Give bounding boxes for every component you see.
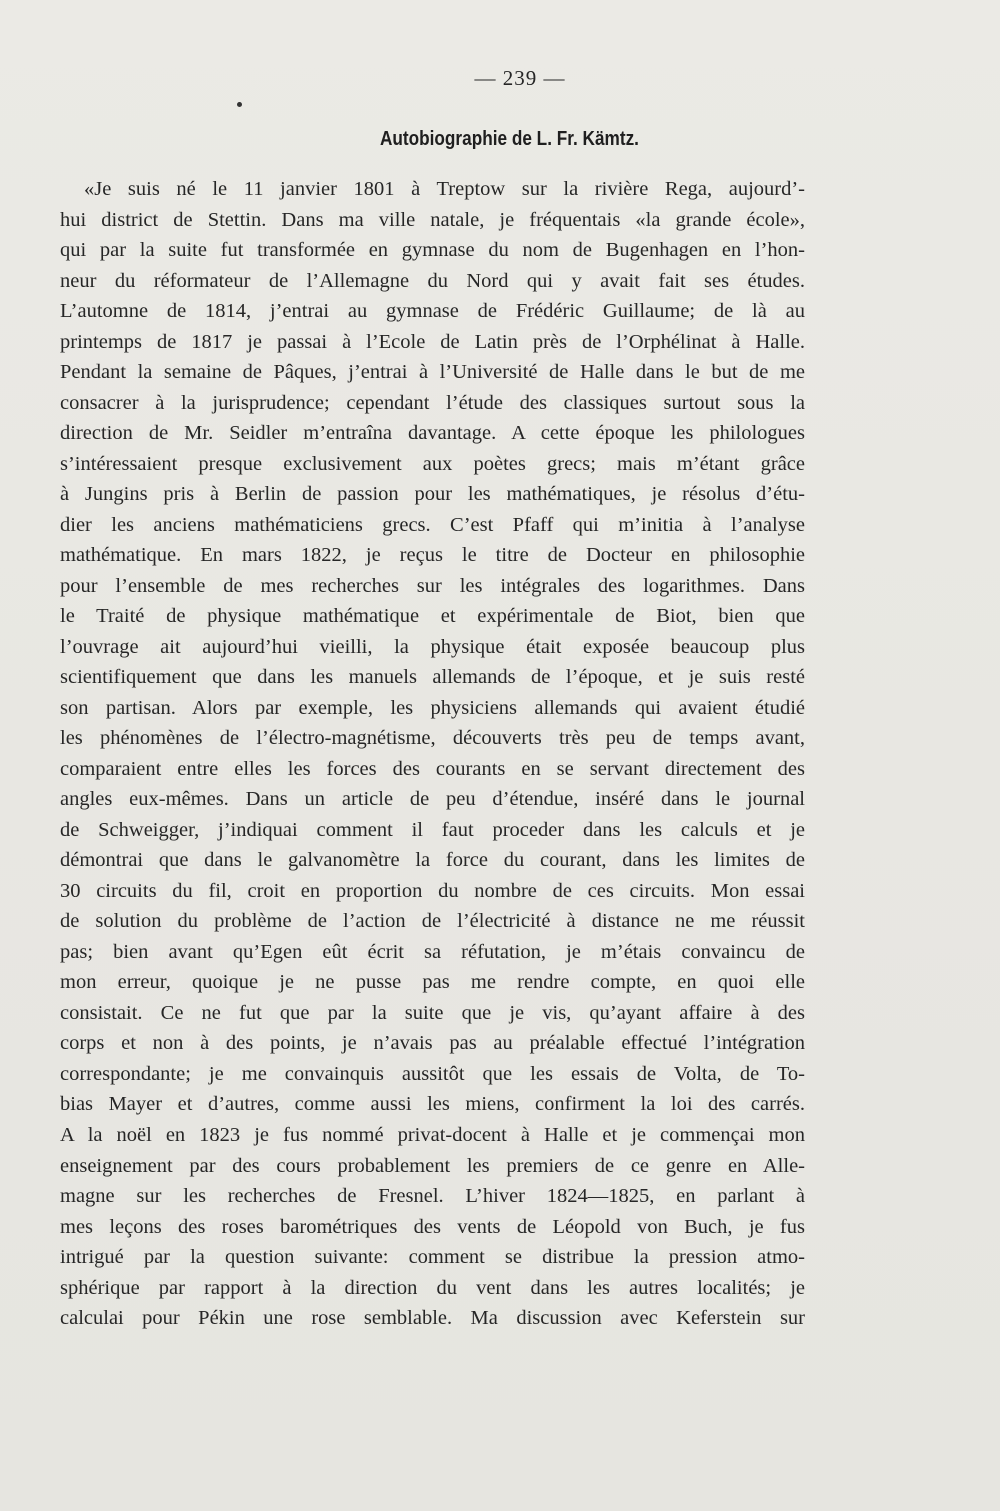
- text-line: à Jungins pris à Berlin de passion pour les mathématiques, je résolus d’étu-: [60, 483, 805, 506]
- text-line: A la noël en 1823 je fus nommé privat-docent à Halle et je commençai mon: [60, 1123, 805, 1146]
- text-line: direction de Mr. Seidler m’entraîna davantage. A cette époque les philologues: [60, 422, 805, 445]
- text-line: pas; bien avant qu’Egen eût écrit sa réfutation, je m’étais convaincu de: [60, 940, 805, 963]
- text-line: Pendant la semaine de Pâques, j’entrai à l’Université de Halle dans le but de me: [60, 361, 805, 384]
- page-title: Autobiographie de L. Fr. Kämtz.: [379, 128, 639, 150]
- text-line: angles eux-mêmes. Dans un article de peu d’étendue, inséré dans le journal: [60, 788, 805, 811]
- text-line: bias Mayer et d’autres, comme aussi les miens, confirment la loi des carrés.: [60, 1093, 805, 1116]
- text-line: dier les anciens mathématiciens grecs. C’est Pfaff qui m’initia à l’analyse: [60, 513, 805, 536]
- text-line: les phénomènes de l’électro-magnétisme, découverts très peu de temps avant,: [60, 727, 805, 750]
- text-line: mathématique. En mars 1822, je reçus le titre de Docteur en philosophie: [60, 544, 805, 567]
- text-line: 30 circuits du fil, croit en proportion du nombre de ces circuits. Mon essai: [60, 879, 805, 902]
- text-line: mes leçons des roses barométriques des vents de Léopold von Buch, je fus: [60, 1215, 805, 1238]
- text-line: hui district de Stettin. Dans ma ville natale, je fréquentais «la grande école»,: [60, 208, 805, 231]
- text-line: neur du réformateur de l’Allemagne du Nord qui y avait fait ses études.: [60, 269, 805, 292]
- text-line: comparaient entre elles les forces des courants en se servant directement des: [60, 757, 805, 780]
- text-line: démontrai que dans le galvanomètre la force du courant, dans les limites de: [60, 849, 805, 872]
- text-line: «Je suis né le 11 janvier 1801 à Treptow sur la rivière Rega, aujourd’-: [84, 178, 805, 200]
- text-line: son partisan. Alors par exemple, les physiciens allemands qui avaient étudié: [60, 696, 805, 719]
- text-line: sphérique par rapport à la direction du vent dans les autres localités; je: [60, 1276, 805, 1299]
- text-line: magne sur les recherches de Fresnel. L’hiver 1824—1825, en parlant à: [60, 1185, 805, 1208]
- text-line: scientifiquement que dans les manuels allemands de l’époque, et je suis resté: [60, 666, 805, 689]
- text-line: pour l’ensemble de mes recherches sur les intégrales des logarithmes. Dans: [60, 574, 805, 597]
- body-text: [60, 174, 805, 1334]
- page-number: — 239 —: [474, 66, 566, 90]
- print-speck: [237, 102, 242, 107]
- text-line: mon erreur, quoique je ne pusse pas me rendre compte, en quoi elle: [60, 971, 805, 994]
- text-line: le Traité de physique mathématique et expérimentale de Biot, bien que: [60, 605, 805, 628]
- text-line: calculai pour Pékin une rose semblable. Ma discussion avec Keferstein sur: [60, 1307, 805, 1330]
- text-line: enseignement par des cours probablement les premiers de ce genre en Alle-: [60, 1154, 805, 1177]
- text-line: de Schweigger, j’indiquai comment il faut proceder dans les calculs et je: [60, 818, 805, 841]
- text-line: s’intéressaient presque exclusivement aux poètes grecs; mais m’étant grâce: [60, 452, 805, 475]
- text-line: printemps de 1817 je passai à l’Ecole de Latin près de l’Orphélinat à Halle.: [60, 330, 805, 353]
- text-line: de solution du problème de l’action de l’électricité à distance ne me réussit: [60, 910, 805, 933]
- text-line: corps et non à des points, je n’avais pas au préalable effectué l’intégration: [60, 1032, 805, 1055]
- text-line: intrigué par la question suivante: comment se distribue la pression atmo-: [60, 1246, 805, 1269]
- text-line: correspondante; je me convainquis aussitôt que les essais de Volta, de To-: [60, 1062, 805, 1085]
- text-line: qui par la suite fut transformée en gymnase du nom de Bugenhagen en l’hon-: [60, 239, 805, 262]
- text-line: l’ouvrage ait aujourd’hui vieilli, la physique était exposée beaucoup plus: [60, 635, 805, 658]
- text-line: consistait. Ce ne fut que par la suite que je vis, qu’ayant affaire à des: [60, 1001, 805, 1024]
- text-line: consacrer à la jurisprudence; cependant l’étude des classiques surtout sous la: [60, 391, 805, 414]
- text-line: L’automne de 1814, j’entrai au gymnase de Frédéric Guillaume; de là au: [60, 300, 805, 323]
